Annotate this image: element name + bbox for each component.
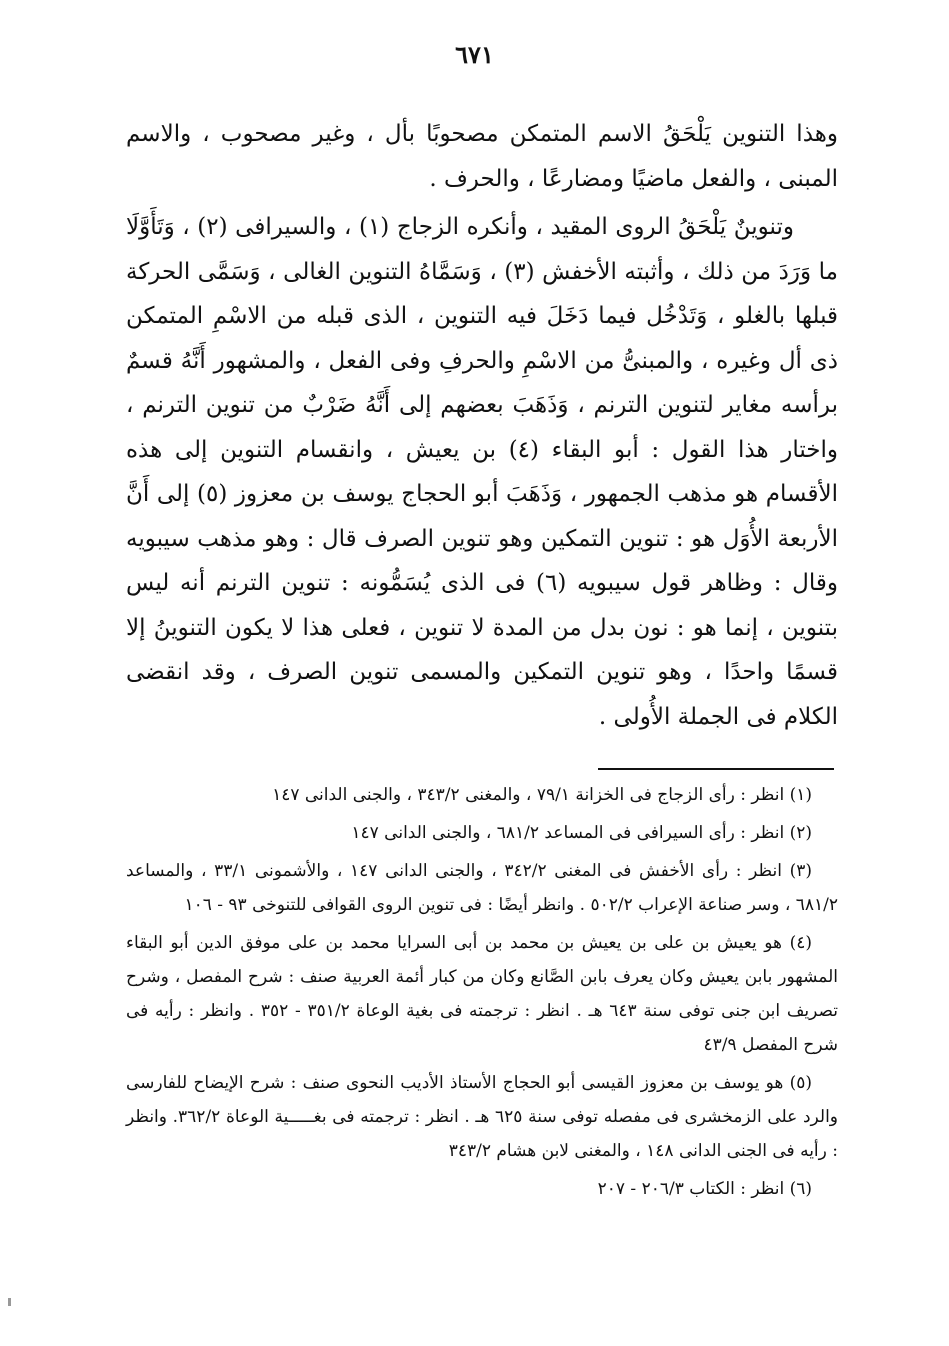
footnotes: [126, 778, 838, 1210]
paragraph: وهذا التنوين يَلْحَقُ الاسم المتمكن مصحوبًا بأل ، وغير مصحوب ، والاسم المبنى ، والفعل ماضيًا ومضارعًا ، والحرف .: [126, 121, 838, 192]
footnote: (٢) انظر : رأى السيرافى فى المساعد ٦٨١/٢ ، والجنى الدانى ١٤٧: [351, 823, 812, 843]
page-number: ٦٧١: [455, 40, 494, 69]
footnote: (٦) انظر : الكتاب ٢٠٦/٣ - ٢٠٧: [597, 1179, 812, 1199]
footnote: (٣) انظر : رأى الأخفش فى المغنى ٣٤٢/٢ ، والجنى الدانى ١٤٧ ، والأشمونى ٣٣/١ ، والمساعد ٦٨١/٢ ، وسر صناعة الإعراب ٥٠٢/٢ . وانظر أيضًا : فى تنوين الروى القوافى للتنوخى ٩٣ - ١٠٦: [126, 861, 838, 915]
footnote: (١) انظر : رأى الزجاج فى الخزانة ٧٩/١ ، والمغنى ٣٤٣/٢ ، والجنى الدانى ١٤٧: [272, 785, 812, 805]
paragraph: وتنوينٌ يَلْحَقُ الروى المقيد ، وأنكره الزجاج (١) ، والسيرافى (٢) ، وَتَأَوَّلَا ما وَرَدَ من ذلك ، وأثبته الأخفش (٣) ، وَسَمَّاهُ التنوين الغالى ، وَسَمَّى الحركة قبلها بالغلو ، وَتَدْخُل فيما دَخَلَ فيه التنوين ، الذى قبله من الاسْمِ المتمكن ذى أل وغيره ، والمبنىُّ من الاسْمِ والحرفِ وفى الفعل ، والمشهور أَنَّهُ قسمٌ برأسه مغاير لتنوين الترنم ، وَذَهَبَ بعضهم إلى أَنَّهُ ضَرْبٌ من تنوين الترنم ، واختار هذا القول : أبو البقاء (٤) بن يعيش ، وانقسام التنوين إلى هذه الأقسام هو مذهب الجمهور ، وَذَهَبَ أبو الحجاج يوسف بن معزوز (٥) إلى أَنَّ الأربعة الأُوَل هو : تنوين التمكين وهو تنوين الصرف قال : وهو مذهب سيبويه وقال : وظاهر قول سيبويه (٦) فى الذى يُسَمُّونه : تنوين الترنم أنه ليس بتنوين ، إنما هو : نون بدل من المدة لا تنوين ، فعلى هذا لا يكون التنوينُ إلا قسمًا واحدًا ، وهو تنوين التمكين والمسمى تنوين الصرف ، وقد انقضى الكلام فى الجملة الأُولى .: [126, 214, 839, 730]
body-text: [126, 112, 838, 743]
scan-mark: [8, 1298, 11, 1306]
footnote: (٤) هو يعيش بن على بن يعيش بن محمد بن أبى السرايا محمد بن على موفق الدين أبو البقاء المشهور بابن يعيش وكان يعرف بابن الصَّانع وكان من كبار أئمة العربية صنف : شرح المفصل ، وشرح تصريف ابن جنى توفى سنة ٦٤٣ هـ . انظر : ترجمته فى بغية الوعاة ٣٥١/٢ - ٣٥٢ . وانظر : رأيه فى شرح المفصل ٤٣/٩: [126, 933, 839, 1055]
footnote-separator: [598, 768, 834, 770]
footnote: (٥) هو يوسف بن معزوز القيسى أبو الحجاج الأستاذ الأديب النحوى صنف : شرح الإيضاح للفارسى والرد على الزمخشرى فى مفصله توفى سنة ٦٢٥ هـ . انظر : ترجمته فى بغـــــية الوعاة ٣٦٢/٢. وانظر : رأيه فى الجنى الدانى ١٤٨ ، والمغنى لابن هشام ٣٤٣/٢: [126, 1073, 839, 1161]
